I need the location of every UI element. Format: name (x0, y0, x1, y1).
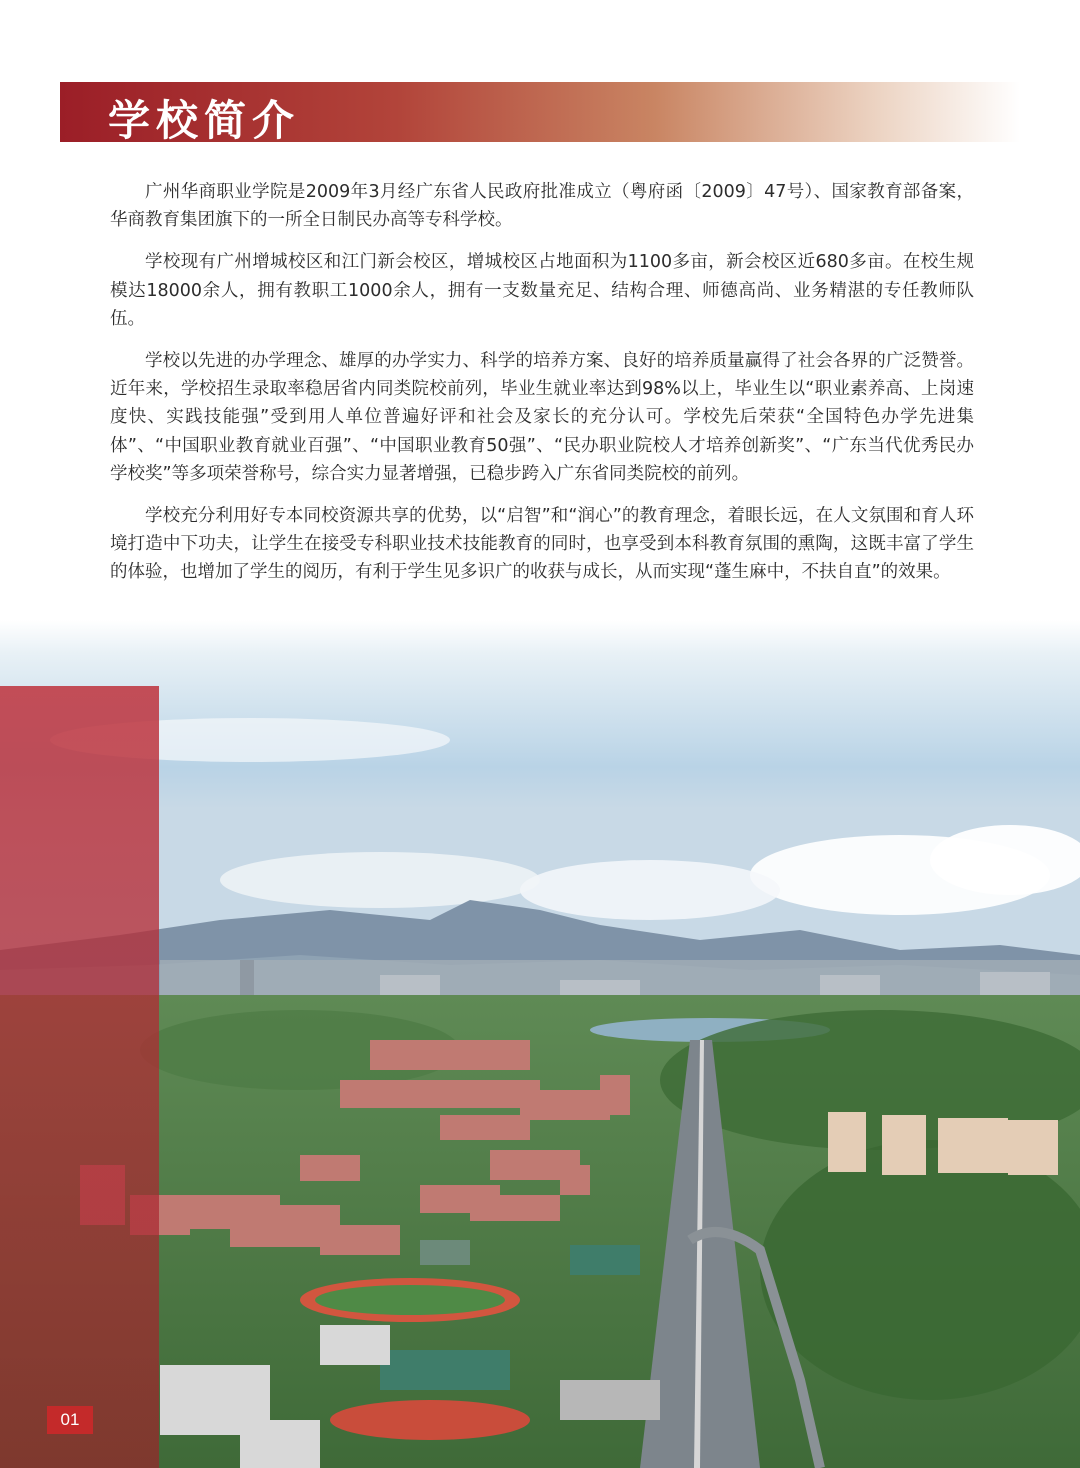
paragraph-2: 学校现有广州增城校区和江门新会校区，增城校区占地面积为1100多亩，新会校区近680多亩。在校生规模达18000余人，拥有教职工1000余人，拥有一支数量充足、结构合理、师德高尚、业务精湛的专任教师队伍。 (110, 252, 974, 329)
campus-illustration (0, 620, 1080, 1468)
campus-aerial-photo (0, 620, 1080, 1468)
decorative-side-panel (0, 686, 159, 1468)
page-number: 01 (47, 1406, 93, 1434)
paragraph-4: 学校充分利用好专本同校资源共享的优势，以“启智”和“润心”的教育理念，着眼长远，在人文氛围和育人环境打造中下功夫，让学生在接受专科职业技术技能教育的同时，也享受到本科教育氛围的熏陶，这既丰富了学生的体验，也增加了学生的阅历，有利于学生见多识广的收获与成长，从而实现“蓬生麻中，不扶自直”的效果。 (110, 506, 974, 583)
paragraph-3: 学校以先进的办学理念、雄厚的办学实力、科学的培养方案、良好的培养质量赢得了社会各界的广泛赞誉。近年来，学校招生录取率稳居省内同类院校前列，毕业生就业率达到98%以上，毕业生以“职业素养高、上岗速度快、实践技能强”受到用人单位普遍好评和社会及家长的充分认可。学校先后荣获“全国特色办学先进集体”、“中国职业教育就业百强”、“中国职业教育50强”、“民办职业院校人才培养创新奖”、“广东当代优秀民办学校奖”等多项荣誉称号，综合实力显著增强，已稳步跨入广东省同类院校的前列。 (110, 351, 974, 484)
title-banner (60, 82, 1020, 145)
intro-text (110, 178, 974, 601)
page-title: 学校简介 (108, 96, 301, 145)
paragraph-1: 广州华商职业学院是2009年3月经广东省人民政府批准成立（粤府函〔2009〕47号）、国家教育部备案，华商教育集团旗下的一所全日制民办高等专科学校。 (110, 182, 974, 231)
